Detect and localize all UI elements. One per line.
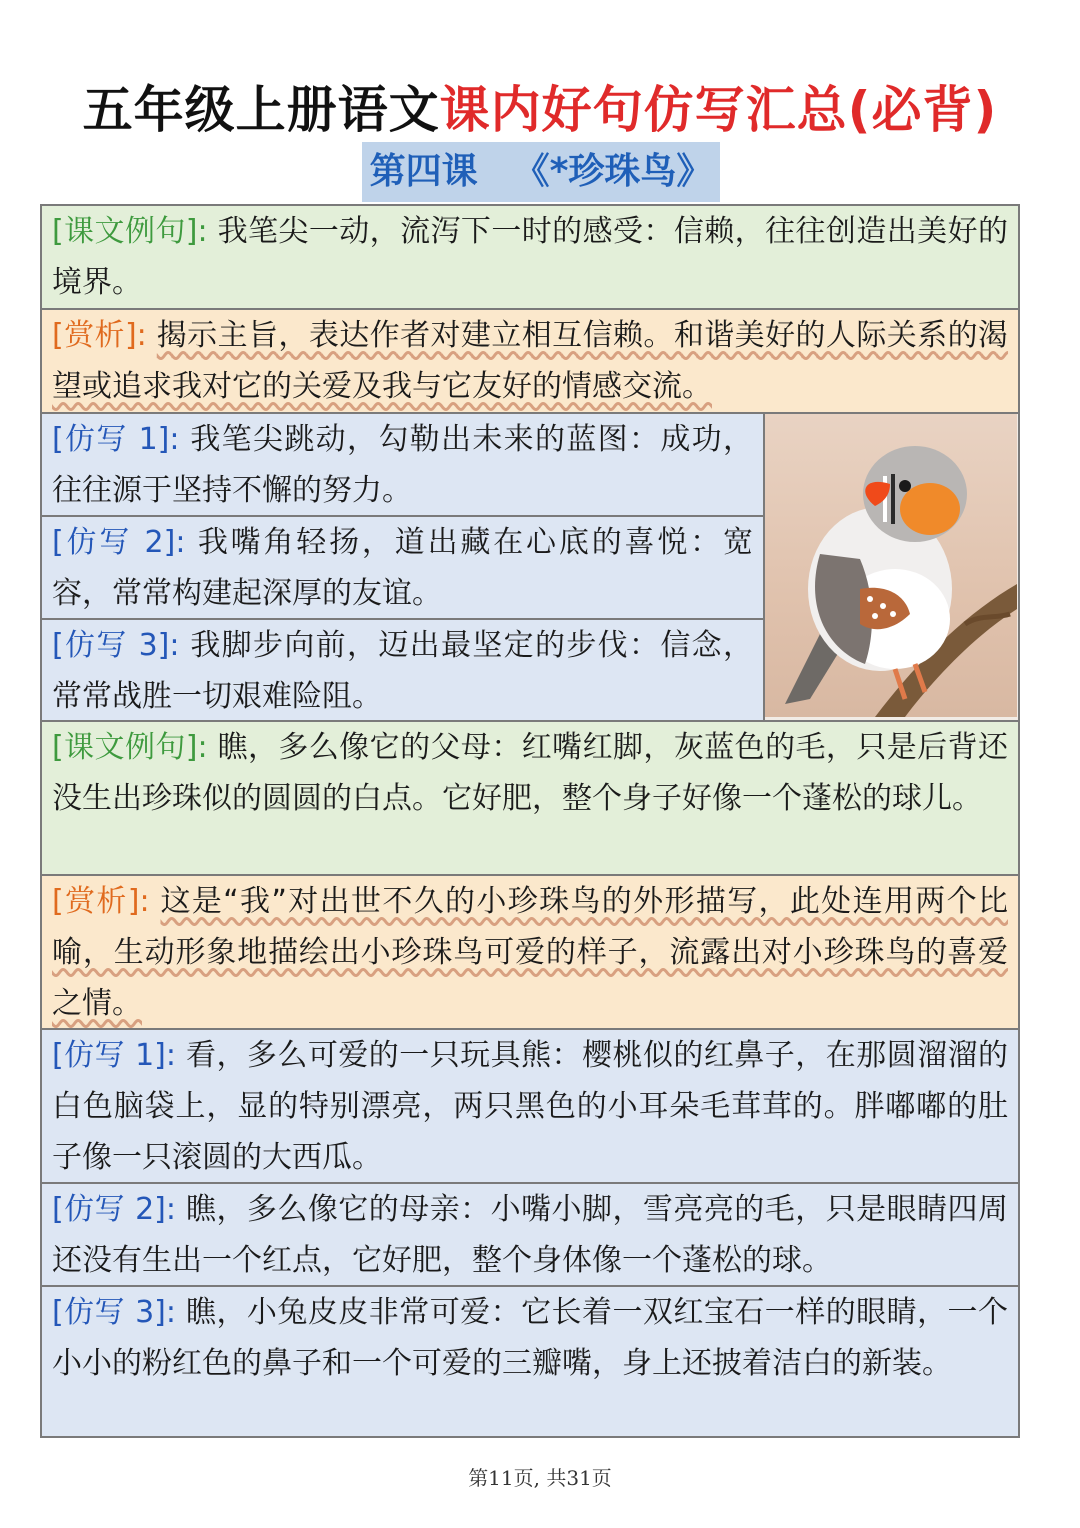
row-tag: [赏析]: xyxy=(52,318,147,353)
row-tag: [课文例句]: xyxy=(52,214,208,249)
zebra-finch-photo xyxy=(765,414,1017,717)
table-row xyxy=(42,414,763,517)
row-text: 瞧，多么像它的父母：红嘴红脚，灰蓝色的毛，只是后背还没生出珍珠似的圆圆的白点。它好肥，整个身子好像一个蓬松的球儿。 xyxy=(52,730,1009,816)
table-row xyxy=(42,1287,1018,1436)
lesson-number: 第四课 xyxy=(369,151,478,192)
row-tag: [仿写 3]: xyxy=(52,628,180,663)
table-row xyxy=(42,1030,1018,1184)
sentence-table xyxy=(40,204,1020,1438)
lesson-heading xyxy=(362,142,720,202)
title-part-black: 五年级上册语文 xyxy=(82,81,440,139)
table-row xyxy=(42,1184,1018,1287)
row-text: 我笔尖跳动，勾勒出未来的蓝图：成功，往往源于坚持不懈的努力。 xyxy=(52,422,753,508)
row-tag: [仿写 1]: xyxy=(52,422,180,457)
row-tag: [仿写 3]: xyxy=(52,1295,176,1330)
page-footer: 第11页, 共31页 xyxy=(468,1466,612,1490)
table-row xyxy=(42,722,1018,876)
table-row xyxy=(42,310,1018,414)
row-text: 我嘴角轻扬，道出藏在心底的喜悦：宽容，常常构建起深厚的友谊。 xyxy=(52,525,754,611)
row-tag: [课文例句]: xyxy=(52,730,208,765)
row-text: 揭示主旨，表达作者对建立相互信赖。和谐美好的人际关系的渴望或追求我对它的关爱及我与它友好的情感交流。 xyxy=(52,318,1009,404)
row-tag: [仿写 1]: xyxy=(52,1038,176,1073)
table-row xyxy=(42,876,1018,1030)
row-tag: [仿写 2]: xyxy=(52,525,186,560)
row-tag: [赏析]: xyxy=(52,884,150,919)
table-row xyxy=(42,620,763,722)
lesson-name: 《*珍珠鸟》 xyxy=(513,151,713,192)
row-text: 瞧，小兔皮皮非常可爱：它长着一双红宝石一样的眼睛，一个小小的粉红色的鼻子和一个可爱的三瓣嘴，身上还披着洁白的新装。 xyxy=(52,1295,1009,1381)
table-row xyxy=(42,517,763,620)
row-text: 我笔尖一动，流泻下一时的感受：信赖，往往创造出美好的境界。 xyxy=(52,214,1009,300)
table-row xyxy=(42,206,1018,310)
title-part-red: 课内好句仿写汇总(必背) xyxy=(439,81,998,139)
row-tag: [仿写 2]: xyxy=(52,1192,176,1227)
row-text: 看，多么可爱的一只玩具熊：樱桃似的红鼻子，在那圆溜溜的白色脑袋上，显的特别漂亮，两只黑色的小耳朵毛茸茸的。胖嘟嘟的肚子像一只滚圆的大西瓜。 xyxy=(52,1038,1009,1175)
row-text: 我脚步向前，迈出最坚定的步伐：信念，常常战胜一切艰难险阻。 xyxy=(52,628,753,714)
row-text: 这是“我”对出世不久的小珍珠鸟的外形描写，此处连用两个比喻，生动形象地描绘出小珍珠鸟可爱的样子，流露出对小珍珠鸟的喜爱之情。 xyxy=(52,884,1008,1021)
page-title xyxy=(0,70,1080,142)
row-text: 瞧，多么像它的母亲：小嘴小脚，雪亮亮的毛，只是眼睛四周还没有生出一个红点，它好肥，整个身体像一个蓬松的球。 xyxy=(52,1192,1009,1278)
